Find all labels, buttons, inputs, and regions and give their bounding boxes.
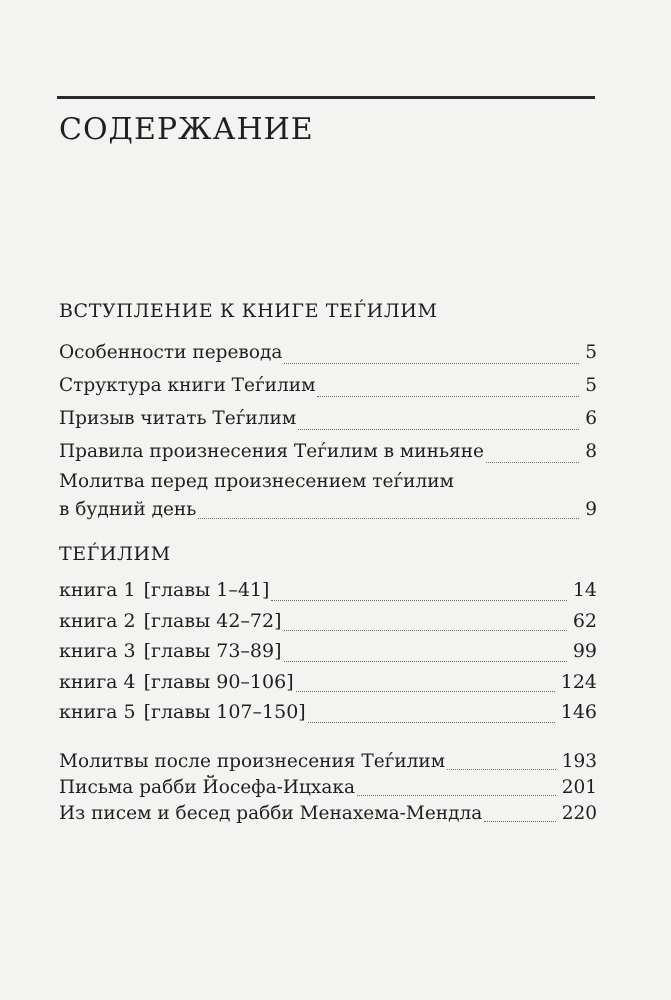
dot-leader [486, 462, 579, 463]
toc-entry-label: Письма рабби Йосефа-Ицхака [59, 777, 355, 798]
dot-leader [317, 396, 579, 397]
toc-entry-page: 14 [572, 579, 597, 601]
dot-leader [198, 518, 579, 519]
book-number: книга 4 [59, 670, 136, 693]
dot-leader [308, 722, 555, 723]
toc-entry-page: 6 [585, 408, 597, 429]
dot-leader [284, 661, 567, 662]
toc-entry-page: 201 [561, 777, 597, 798]
toc-entry-page: 193 [561, 751, 597, 772]
toc-book-entry[interactable] [59, 606, 597, 637]
toc-entry[interactable] [59, 369, 597, 402]
toc-book-entry[interactable] [59, 697, 597, 728]
section-heading-introduction: ВСТУПЛЕНИЕ К КНИГЕ ТЕЃИЛИМ [59, 300, 438, 322]
toc-entry[interactable] [59, 468, 597, 528]
book-number: книга 1 [59, 579, 136, 601]
toc-entry-page: 9 [585, 499, 597, 520]
book-number: книга 3 [59, 640, 136, 662]
toc-entry-label-line1: Молитва перед произнесением теѓилим [59, 471, 454, 492]
book-number: книга 2 [59, 609, 136, 632]
toc-entry[interactable] [59, 435, 597, 468]
toc-entry[interactable] [59, 775, 597, 801]
dot-leader [447, 769, 556, 770]
page-title: СОДЕРЖАНИЕ [59, 112, 314, 147]
toc-entry-label: Структура книги Теѓилим [59, 375, 316, 396]
toc-entry-label: Молитвы после произнесения Теѓилим [59, 751, 446, 772]
toc-entry-page: 5 [585, 375, 597, 396]
dot-leader [296, 691, 555, 692]
toc-book-entry[interactable] [59, 636, 597, 667]
section-heading-tehilim: ТЕЃИЛИМ [59, 543, 171, 565]
dot-leader [271, 600, 566, 601]
toc-entry-page: 8 [585, 441, 597, 462]
book-chapters: [главы 42–72] [143, 609, 282, 632]
toc-entry-label: Особенности перевода [59, 342, 283, 363]
book-chapters: [главы 73–89] [143, 640, 282, 662]
toc-entry-page: 62 [572, 609, 597, 632]
toc-entry[interactable] [59, 749, 597, 775]
book-chapters: [главы 90–106] [143, 670, 294, 693]
toc-entry[interactable] [59, 801, 597, 827]
dot-leader [484, 821, 555, 822]
toc-entry-label: Правила произнесения Теѓилим в миньяне [59, 441, 484, 462]
toc-entry[interactable] [59, 402, 597, 435]
dot-leader [298, 429, 579, 430]
toc-entry-label: в будний день [59, 499, 197, 520]
toc-entry-label: Призыв читать Теѓилим [59, 408, 297, 429]
toc-list-appendix [59, 749, 597, 827]
book-chapters: [главы 1–41] [143, 579, 270, 601]
toc-entry-page: 5 [585, 342, 597, 363]
toc-book-entry[interactable] [59, 667, 597, 698]
toc-book-entry[interactable] [59, 575, 597, 606]
top-rule [57, 96, 595, 99]
toc-entry-page: 220 [561, 803, 597, 824]
toc-list-introduction [59, 336, 597, 528]
toc-entry-page: 124 [560, 670, 597, 693]
toc-list-tehilim [59, 575, 597, 728]
toc-entry[interactable] [59, 336, 597, 369]
toc-entry-page: 146 [560, 701, 597, 723]
dot-leader [284, 363, 579, 364]
toc-entry-label: Из писем и бесед рабби Менахема-Мендла [59, 803, 483, 824]
dot-leader [284, 630, 567, 631]
book-number: книга 5 [59, 701, 136, 723]
toc-entry-page: 99 [572, 640, 597, 662]
book-chapters: [главы 107–150] [143, 701, 306, 723]
dot-leader [357, 795, 556, 796]
